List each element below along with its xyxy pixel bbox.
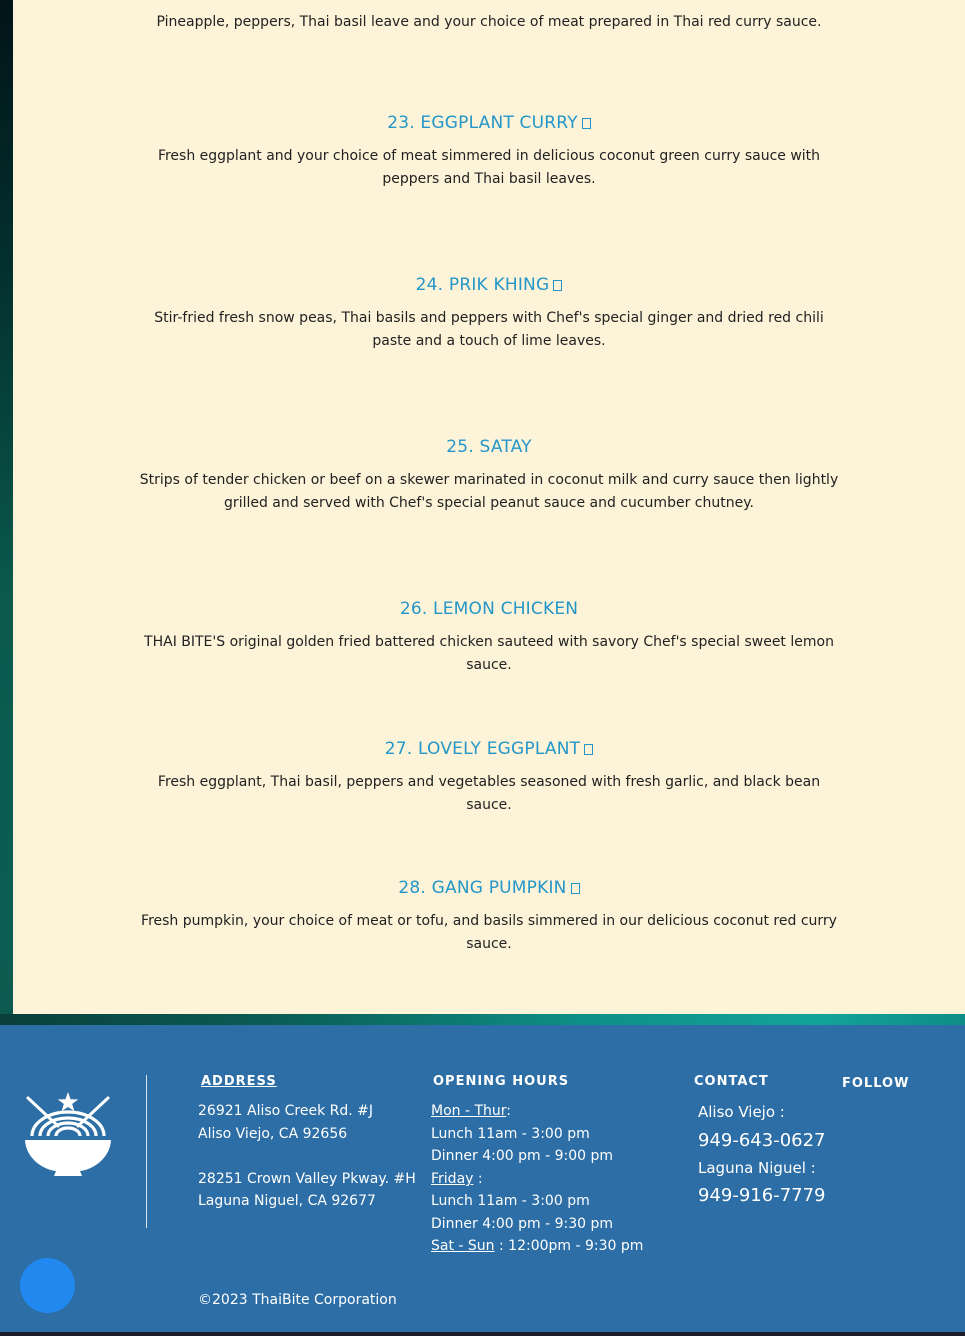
address-line: Laguna Niguel, CA 92677 [198,1193,376,1209]
hours-line: Dinner 4:00 pm - 9:30 pm [431,1216,614,1232]
footer-bottom-edge [0,1332,965,1336]
menu-item-title: 27. LOVELY EGGPLANT [13,739,965,759]
menu-item-title: 23. EGGPLANT CURRY [13,113,965,133]
footer-divider [146,1075,147,1228]
contact-heading: CONTACT [694,1074,769,1089]
contact-aliso-phone-link[interactable]: 949-643-0627 [698,1130,826,1151]
menu-item-title: 25. SATAY [446,437,532,457]
hours-satsun: Sat - Sun : 12:00pm - 9:30 pm [431,1238,644,1254]
spicy-leaf-icon [553,280,562,291]
menu-item-26 [13,599,965,677]
menu-item-desc: Stir-fried fresh snow peas, Thai basils and peppers with Chef's special ginger and dried red chili paste and a touch of lime leaves. [154,310,824,349]
noodle-bowl-star-icon [24,1090,112,1180]
menu-item-27 [13,739,965,817]
address-line: 26921 Aliso Creek Rd. #J [198,1103,374,1119]
menu-item-title: 24. PRIK KHING [13,275,965,295]
menu-item-desc: Strips of tender chicken or beef on a skewer marinated in coconut milk and curry sauce then lightly grilled and served with Chef's special peanut sauce and cucumber chutney. [139,472,839,511]
contact-aliso-label: Aliso Viejo : [698,1103,785,1121]
hours-line: Lunch 11am - 3:00 pm [431,1193,590,1209]
address-heading: ADDRESS [201,1074,277,1089]
hours-heading: OPENING HOURS [433,1074,570,1089]
address-line: Aliso Viejo, CA 92656 [198,1126,348,1142]
menu-item-title: 28. GANG PUMPKIN [13,878,965,898]
menu-item-24 [13,275,965,353]
decorative-band [0,1014,965,1025]
menu-item-desc: THAI BITE'S original golden fried battered chicken sauteed with savory Chef's special sweet lemon sauce. [144,634,834,673]
menu-item-23 [13,113,965,191]
hours-monthur-label: Mon - Thur: [431,1103,511,1119]
hours-line: Lunch 11am - 3:00 pm [431,1126,590,1142]
address-line: 28251 Crown Valley Pkway. #H [198,1171,416,1187]
menu-item-25 [13,437,965,515]
contact-laguna-phone-link[interactable]: 949-916-7779 [698,1185,826,1206]
chat-button[interactable] [20,1258,75,1313]
menu-item-22 [13,11,965,34]
spicy-leaf-icon [571,883,580,894]
menu-item-title: 26. LEMON CHICKEN [399,599,579,619]
menu-item-desc: Pineapple, peppers, Thai basil leave and your choice of meat prepared in Thai red curry sauce. [156,14,822,30]
menu-item-desc: Fresh eggplant, Thai basil, peppers and vegetables seasoned with fresh garlic, and black bean sauce. [157,774,821,813]
follow-heading: FOLLOW [842,1076,910,1091]
copyright: ©2023 ThaiBite Corporation [198,1292,397,1308]
spicy-leaf-icon [584,744,593,755]
menu-panel [13,0,965,1014]
spicy-leaf-icon [582,118,591,129]
hours-line: Dinner 4:00 pm - 9:00 pm [431,1148,614,1164]
contact-laguna-label: Laguna Niguel : [698,1159,816,1177]
menu-item-28 [13,878,965,956]
hours-friday-label: Friday : [431,1171,483,1187]
menu-item-desc: Fresh pumpkin, your choice of meat or tofu, and basils simmered in our delicious coconut red curry sauce. [141,913,837,952]
menu-item-desc: Fresh eggplant and your choice of meat simmered in delicious coconut green curry sauce with peppers and Thai basil leaves. [157,148,821,187]
